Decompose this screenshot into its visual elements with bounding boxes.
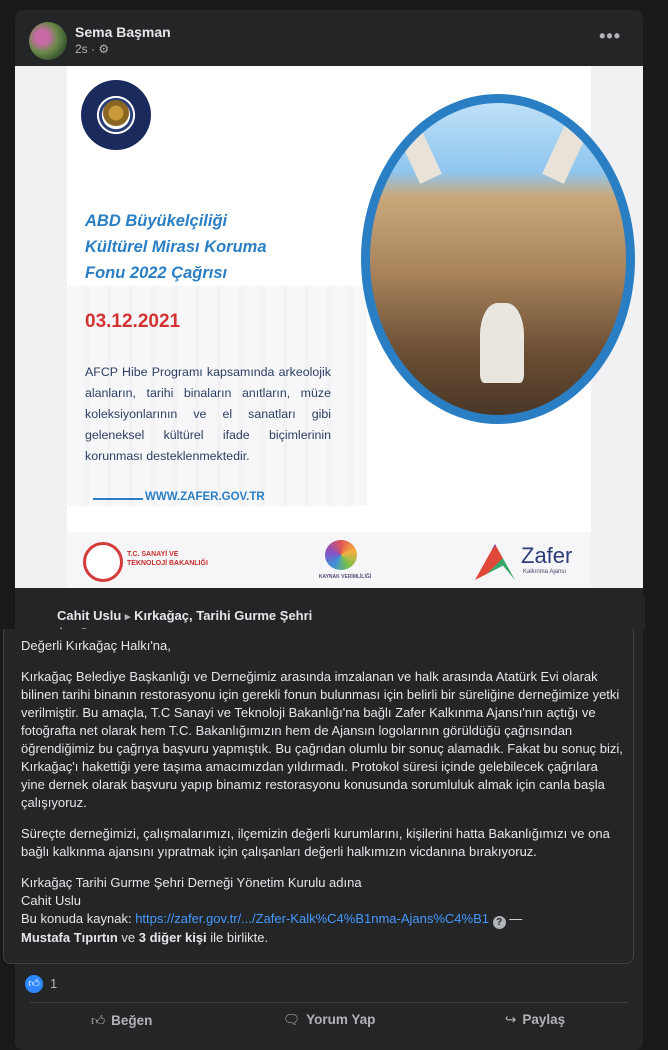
flyer-title-line: ABD Büyükelçiliği: [85, 212, 228, 230]
share-arrow-icon: ↪: [505, 1012, 517, 1027]
ministry-logo-text: T.C. SANAYİ VE TEKNOLOJİ BAKANLIĞI: [127, 551, 208, 567]
tag-connector: ve: [117, 930, 139, 945]
comment-bubble-icon: 🗨︎: [283, 1012, 301, 1027]
arrow-right-icon: ▸: [124, 611, 131, 623]
post-body-box: [3, 629, 634, 964]
zafer-logo-text: Zafer: [521, 543, 573, 568]
post-time[interactable]: 2s ·: [75, 42, 96, 56]
share-label: Paylaş: [522, 1012, 566, 1027]
action-bar: [15, 1006, 643, 1040]
library-of-celsus-photo: [361, 94, 635, 424]
shared-author[interactable]: Cahit Uslu: [57, 608, 122, 623]
reactions-bar: [10, 963, 638, 1001]
eagle-emblem-icon: [103, 100, 129, 126]
tag-suffix: ile birlikte.: [206, 930, 269, 945]
more-options-button[interactable]: •••: [599, 26, 621, 46]
thumbs-up-icon: 👍︎: [91, 1013, 106, 1028]
flyer-title: [85, 208, 345, 286]
question-icon[interactable]: ?: [493, 916, 506, 929]
comment-button[interactable]: [283, 1012, 375, 1028]
tagged-people: [21, 929, 625, 947]
column-graphic: [542, 94, 602, 184]
like-label: Beğen: [111, 1013, 153, 1028]
flyer-title-line: Fonu 2022 Çağrısı: [85, 264, 228, 282]
body-source: [21, 910, 625, 929]
tagged-others-link[interactable]: 3 diğer kişi: [138, 930, 207, 945]
divider: [30, 1002, 628, 1003]
post-header: [15, 10, 643, 66]
resource-efficiency-logo-text: KAYNAK VERİMLİLİĞİ: [318, 574, 372, 580]
body-signature: Cahit Uslu: [21, 893, 81, 908]
flyer-date: 03.12.2021: [85, 311, 181, 332]
zafer-logo-subtext: Kalkınma Ajansı: [523, 569, 567, 575]
like-button[interactable]: [91, 1012, 152, 1029]
post-author[interactable]: Sema Başman: [75, 24, 171, 40]
shared-post-title: [57, 608, 312, 623]
body-paragraph: Süreçte derneğimizi, çalışmalarımızı, ilçemizin değerli kurumlarını, kişilerini hatta Bakanlığımızı ve ona bağlı kalkınma ajansını yıpratmak için çalışanları değerli halkımızın vicdanına bırakıyoruz.: [21, 826, 610, 859]
flyer-url: WWW.ZAFER.GOV.TR: [145, 491, 265, 503]
reaction-count[interactable]: 1: [50, 976, 58, 991]
body-paragraph: Kırkağaç Belediye Başkanlığı ve Derneğimiz arasında imzalanan ve halk arasında Atatürk Evi olarak bilinen tarihi binanın restorasyonu için gerekli fonun bulunması için belirli bir süreliğine derneğimize yetki verilmiştir. Bu amaçla, T.C Sanayi ve Teknoloji Bakanlığı'na bağlı Zafer Kalkınma Ajansı'nın açtığı ve fotoğrafta net olarak hem T.C. Bakanlığımızın hem de Ajansın logolarının görüldüğü çağrısından öğrendiğimiz bu çağrıya başvuru yapmıştık. Bu çağrıdan olumlu bir sonuç alamadık. Fakat bu sonuç bizi, Kırkağaç'ı hakettiği yere taşıma amacımızdan yıldırmadı. Protokol süresi içinde gelebilecek çağrılara yine dernek olarak başvuru yapıp binamız restorasyonu konusunda sorumluluk almak için canla başla çalışıyoruz.: [21, 669, 623, 810]
share-button[interactable]: [505, 1012, 565, 1028]
post-body: [21, 637, 625, 947]
resource-efficiency-logo-icon: [325, 540, 357, 570]
em-dash: —: [505, 911, 523, 926]
flyer-description: AFCP Hibe Programı kapsamında arkeolojik alanların, tarihi binaların anıtların, müze koleksiyonlarının ve el sanatları gibi geleneksel kültürel ifade biçimlerinin korunması desteklenmektedir.: [85, 365, 331, 463]
thumbs-up-icon[interactable]: 👍︎: [25, 975, 43, 993]
source-link[interactable]: https://zafer.gov.tr/.../Zafer-Kalk%C4%B1nma-Ajans%C4%B1: [135, 911, 489, 926]
statue-graphic: [480, 303, 524, 383]
body-signature: Kırkağaç Tarihi Gurme Şehri Derneği Yönetim Kurulu adına: [21, 875, 362, 890]
comment-label: Yorum Yap: [306, 1012, 376, 1027]
body-greeting: Değerli Kırkağaç Halkı'na,: [21, 638, 171, 653]
shared-post-header: [33, 596, 645, 630]
post-meta: [75, 42, 109, 56]
source-label: Bu konuda kaynak:: [21, 911, 136, 926]
avatar[interactable]: [29, 22, 67, 60]
tagged-person-link[interactable]: Mustafa Tıpırtın: [21, 930, 118, 945]
post-image[interactable]: [15, 66, 643, 588]
url-underline: [93, 498, 143, 500]
flyer-title-line: Kültürel Mirası Koruma: [85, 238, 267, 256]
shared-page-name[interactable]: Kırkağaç, Tarihi Gurme Şehri: [134, 608, 313, 623]
ministry-logo-icon: [83, 542, 123, 582]
gear-icon: ⚙: [98, 42, 110, 56]
